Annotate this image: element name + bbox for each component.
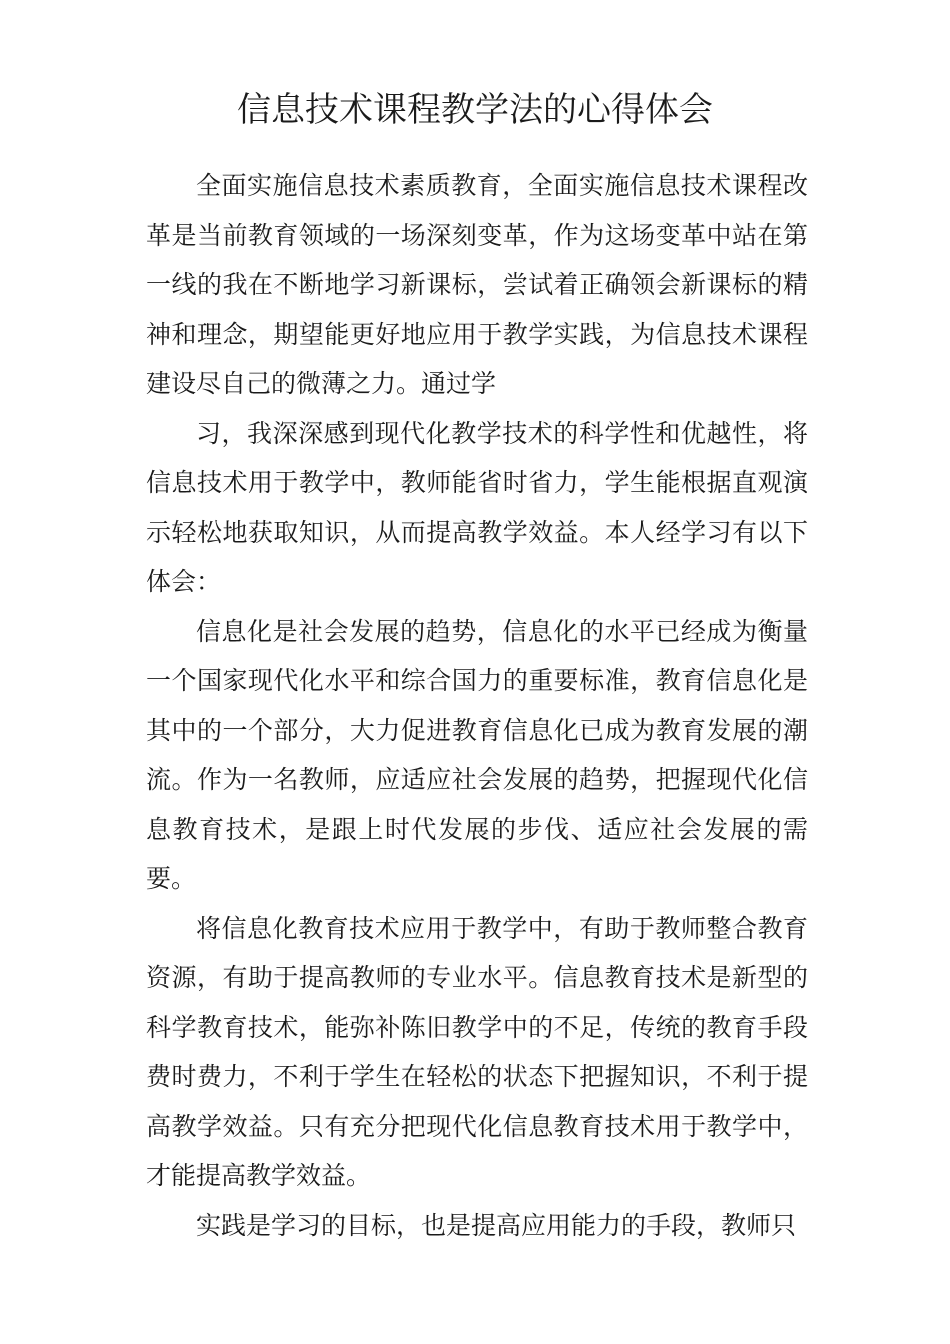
paragraph: 实践是学习的目标，也是提高应用能力的手段，教师只 bbox=[196, 1210, 797, 1240]
paragraph: 全面实施信息技术素质教育，全面实施信息技术课程改革是当前教育领域的一场深刻变革，作为这场变革中站在第一线的我在不断地学习新课标，尝试着正确领会新课标的精神和理念，期望能更好地应用于教学实践，为信息技术课程建设尽自己的微薄之力。通过学 bbox=[146, 171, 808, 398]
document-body bbox=[146, 161, 808, 1250]
paragraph: 习，我深深感到现代化教学技术的科学性和优越性，将信息技术用于教学中，教师能省时省力，学生能根据直观演示轻松地获取知识，从而提高教学效益。本人经学习有以下体会： bbox=[146, 418, 808, 596]
document-title: 信息技术课程教学法的心得体会 bbox=[237, 90, 713, 130]
paragraph: 将信息化教育技术应用于教学中，有助于教师整合教育资源，有助于提高教师的专业水平。信息教育技术是新型的科学教育技术，能弥补陈旧教学中的不足，传统的教育手段费时费力，不利于学生在轻松的状态下把握知识，不利于提高教学效益。只有充分把现代化信息教育技术用于教学中，才能提高教学效益。 bbox=[146, 913, 808, 1190]
paragraph: 信息化是社会发展的趋势，信息化的水平已经成为衡量一个国家现代化水平和综合国力的重要标准，教育信息化是其中的一个部分，大力促进教育信息化已成为教育发展的潮流。作为一名教师，应适应社会发展的趋势，把握现代化信息教育技术，是跟上时代发展的步伐、适应社会发展的需要。 bbox=[146, 616, 808, 893]
